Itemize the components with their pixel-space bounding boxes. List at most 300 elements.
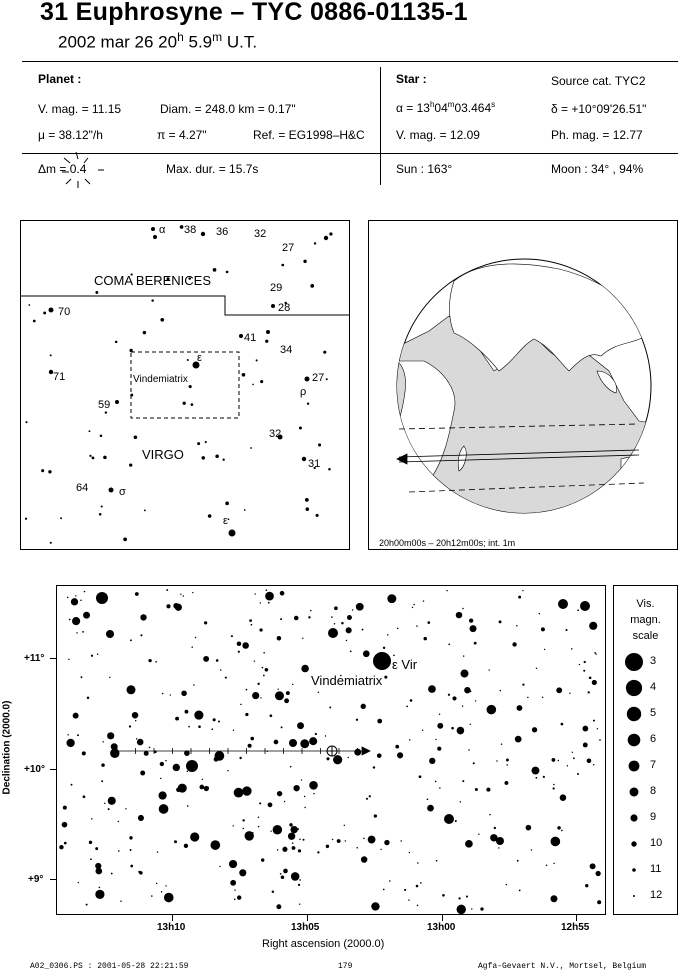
finder-star	[250, 447, 252, 449]
y-axis-label: Declination (2000.0)	[1, 700, 13, 795]
chart-star	[160, 762, 164, 766]
chart-star	[486, 788, 490, 792]
finder-label: 41	[244, 332, 257, 344]
chart-star	[422, 730, 423, 731]
chart-star	[356, 603, 364, 611]
scale-magnitude-label: 6	[650, 733, 657, 745]
chart-star	[457, 905, 466, 914]
chart-star	[474, 642, 477, 645]
chart-star	[501, 743, 503, 745]
chart-star	[475, 788, 478, 791]
chart-star	[193, 684, 194, 685]
chart-star	[594, 652, 596, 654]
header-divider	[380, 67, 381, 185]
chart-star	[557, 826, 560, 829]
chart-star	[435, 781, 437, 783]
chart-star	[82, 631, 84, 633]
chart-star	[192, 592, 193, 593]
chart-star	[78, 882, 79, 883]
chart-star	[387, 634, 388, 635]
chart-star	[527, 697, 529, 699]
chart-star	[395, 745, 399, 749]
chart-star	[526, 825, 532, 831]
chart-star	[239, 757, 241, 759]
chart-star	[281, 726, 283, 728]
chart-star	[567, 765, 568, 766]
chart-star	[498, 847, 499, 848]
chart-star	[583, 670, 585, 672]
chart-star-bright	[580, 601, 590, 611]
chart-star	[260, 697, 261, 698]
chart-star	[346, 640, 347, 641]
chart-star	[284, 698, 289, 703]
chart-star	[595, 871, 600, 876]
chart-star	[460, 801, 461, 802]
chart-star	[90, 858, 92, 860]
chart-star	[263, 652, 265, 654]
chart-star	[309, 781, 318, 790]
chart-star	[427, 621, 430, 624]
max-duration: Max. dur. = 15.7s	[166, 162, 259, 176]
chart-star	[464, 687, 470, 693]
finder-star	[242, 373, 246, 377]
chart-star	[384, 840, 389, 845]
chart-star	[531, 767, 539, 775]
chart-star	[211, 728, 213, 730]
chart-star	[234, 899, 236, 901]
chart-star	[125, 808, 126, 809]
chart-star	[110, 749, 119, 758]
chart-star	[118, 821, 119, 822]
chart-star	[471, 908, 472, 909]
chart-star	[552, 758, 556, 762]
chart-star	[551, 837, 561, 847]
finder-label: 34	[280, 344, 293, 356]
chart-star	[292, 842, 294, 844]
x-tick-label: 13h10	[157, 922, 186, 933]
chart-star	[480, 907, 483, 910]
chart-star	[310, 610, 311, 611]
x-axis-label: Right ascension (2000.0)	[262, 938, 385, 950]
chart-star	[573, 757, 575, 759]
finder-star	[33, 320, 36, 323]
chart-star	[423, 637, 427, 641]
chart-star	[368, 836, 376, 844]
finder-star	[205, 441, 207, 443]
chart-star	[210, 840, 220, 850]
chart-star	[242, 819, 244, 821]
chart-star	[304, 796, 305, 797]
chart-star	[118, 850, 120, 852]
chart-star	[374, 814, 377, 817]
chart-star	[69, 619, 71, 621]
chart-star	[161, 891, 162, 892]
chart-star	[475, 700, 476, 701]
scale-magnitude-label: 11	[650, 863, 662, 875]
chart-star	[427, 798, 429, 800]
chart-star	[73, 713, 79, 719]
chart-star	[298, 849, 301, 852]
chart-star	[592, 680, 597, 685]
finder-star	[115, 341, 118, 344]
chart-star	[516, 625, 518, 627]
chart-star	[469, 618, 473, 622]
finder-star	[101, 505, 103, 507]
chart-star	[242, 786, 251, 795]
scale-dot	[627, 707, 641, 721]
chart-star	[280, 873, 282, 875]
chart-star	[157, 851, 158, 852]
chart-star	[569, 693, 570, 694]
chart-star	[506, 764, 508, 766]
chart-star	[470, 625, 477, 632]
chart-star	[505, 781, 509, 785]
chart-star	[428, 685, 436, 693]
chart-star	[448, 644, 450, 646]
finder-star	[109, 488, 114, 493]
finder-star	[99, 513, 102, 516]
finder-star	[244, 509, 246, 511]
chart-star	[462, 780, 464, 782]
chart-star	[311, 785, 313, 787]
chart-star	[71, 598, 78, 605]
chart-star	[363, 838, 365, 840]
chart-star	[159, 804, 169, 814]
chart-star	[499, 620, 502, 623]
chart-star	[240, 704, 242, 706]
chart-star	[180, 594, 181, 595]
finder-label: 32	[254, 228, 267, 240]
chart-star	[129, 836, 132, 839]
finder-star	[41, 469, 44, 472]
chart-star	[556, 687, 562, 693]
chart-star	[286, 691, 290, 695]
chart-star	[293, 785, 299, 791]
chart-star	[261, 858, 264, 861]
finder-star	[266, 330, 270, 334]
finder-star	[49, 308, 54, 313]
finder-star	[302, 457, 306, 461]
chart-star	[387, 594, 396, 603]
finder-star	[134, 435, 138, 439]
chart-star	[465, 840, 473, 848]
chart-star	[390, 594, 392, 596]
burst-icon	[58, 148, 108, 192]
finder-star	[328, 468, 331, 471]
chart-star	[409, 739, 410, 740]
chart-star	[333, 755, 342, 764]
header-top-rule	[22, 61, 678, 62]
chart-star	[80, 599, 82, 601]
chart-star-bright	[496, 837, 504, 845]
chart-star	[470, 690, 472, 692]
chart-star	[437, 723, 443, 729]
star-ra: $\alpha = 13^h04^m03.464^s$	[396, 100, 496, 115]
finder-star	[314, 242, 316, 244]
chart-star	[597, 728, 598, 729]
chart-star	[522, 590, 523, 591]
chart-star	[158, 791, 166, 799]
chart-star	[436, 860, 438, 862]
finder-label: ε	[197, 352, 202, 364]
scale-magnitude-label: 9	[650, 811, 657, 823]
chart-star	[138, 815, 144, 821]
chart-star	[174, 840, 177, 843]
chart-star	[506, 759, 509, 762]
chart-star	[280, 591, 285, 596]
chart-star	[473, 762, 475, 764]
chart-star	[266, 589, 268, 591]
chart-star	[416, 625, 417, 626]
finder-star	[281, 264, 284, 267]
chart-star	[331, 616, 333, 618]
chart-star	[489, 814, 491, 816]
finder-star	[239, 334, 243, 338]
chart-star	[239, 869, 246, 876]
chart-star	[202, 779, 203, 780]
chart-star	[439, 714, 440, 715]
scale-magnitude-label: 3	[650, 655, 657, 667]
chart-star	[71, 784, 73, 786]
chart-star	[544, 649, 545, 650]
finder-star	[50, 354, 52, 356]
chart-star	[297, 722, 304, 729]
chart-star	[292, 684, 293, 685]
finder-star	[103, 456, 107, 460]
chart-star	[238, 651, 240, 653]
footer-file: A02_0306.PS : 2001-05-28 22:21:59	[30, 962, 189, 971]
chart-star	[518, 596, 521, 599]
chart-star	[361, 856, 368, 863]
chart-star	[252, 692, 259, 699]
chart-star	[277, 849, 279, 851]
chart-star	[356, 847, 358, 849]
chart-star	[541, 627, 545, 631]
chart-star	[278, 689, 279, 690]
finder-star	[303, 260, 306, 263]
chart-star	[553, 787, 555, 789]
chart-star	[579, 664, 580, 665]
chart-star	[298, 884, 300, 886]
finder-star	[226, 271, 229, 274]
chart-star	[519, 889, 521, 891]
chart-star	[275, 691, 284, 700]
chart-star	[487, 705, 497, 715]
finder-label: 59	[98, 399, 111, 411]
scale-magnitude-label: 10	[650, 837, 663, 849]
chart-star	[188, 726, 190, 728]
finder-star	[115, 400, 119, 404]
chart-star	[249, 619, 252, 622]
chart-star	[301, 665, 309, 673]
chart-star	[466, 895, 468, 897]
finder-star	[201, 456, 205, 460]
chart-star	[272, 891, 274, 893]
chart-star	[350, 650, 352, 652]
finder-star	[271, 304, 275, 308]
chart-star	[553, 863, 554, 864]
chart-star	[417, 862, 419, 864]
star-phmag: Ph. mag. = 12.77	[551, 128, 643, 142]
chart-star	[111, 873, 113, 875]
chart-star	[369, 795, 371, 797]
finder-star	[256, 359, 258, 361]
chart-star	[281, 875, 285, 879]
chart-star	[148, 659, 151, 662]
chart-star	[164, 893, 174, 903]
chart-star	[91, 818, 92, 819]
scale-title: magn.	[630, 614, 661, 626]
chart-star-bright	[289, 739, 297, 747]
chart-star	[204, 621, 207, 624]
finder-label: 27	[282, 242, 295, 254]
chart-star	[250, 737, 254, 741]
footer-page: 179	[338, 962, 353, 971]
finder-label: ρ	[300, 386, 307, 398]
chart-star	[280, 618, 282, 620]
chart-star-bright	[186, 760, 198, 772]
chart-star	[500, 690, 501, 691]
chart-star	[593, 764, 594, 765]
chart-star	[313, 793, 314, 794]
finder-star	[324, 236, 328, 240]
scale-magnitude-label: 4	[650, 681, 657, 693]
chart-star	[291, 872, 300, 881]
chart-star	[265, 668, 269, 672]
event-datetime: 2002 mar 26 20$^h$ 5.9$^m$ U.T.	[58, 30, 258, 52]
finder-star	[208, 514, 212, 518]
finder-star	[183, 402, 186, 405]
chart-star	[299, 879, 301, 881]
finder-star	[95, 291, 98, 294]
chart-star	[332, 839, 333, 840]
finder-label: 31	[308, 458, 321, 470]
y-tick-label: +10°	[24, 764, 45, 775]
chart-star	[589, 677, 592, 680]
finder-star	[213, 268, 217, 272]
chart-star	[140, 614, 146, 620]
chart-star-bright	[96, 592, 108, 604]
chart-star	[346, 627, 352, 633]
chart-star	[160, 778, 161, 779]
chart-star	[423, 600, 424, 601]
chart-star	[413, 604, 415, 606]
finder-label: α	[159, 224, 166, 236]
finder-star	[129, 349, 132, 352]
x-tick-label: 13h05	[291, 922, 320, 933]
chart-star-bright	[328, 628, 338, 638]
finder-star	[318, 443, 321, 446]
chart-star	[531, 849, 532, 850]
chart-star	[577, 609, 579, 611]
chart-star	[139, 871, 143, 875]
finder-chart	[20, 220, 350, 550]
chart-star	[170, 694, 171, 695]
chart-star	[561, 723, 564, 726]
chart-star	[220, 669, 221, 670]
chart-star	[251, 624, 253, 626]
finder-label: 29	[270, 282, 283, 294]
chart-star	[225, 677, 227, 679]
chart-star	[363, 650, 370, 657]
chart-star	[254, 660, 255, 661]
chart-star	[406, 706, 408, 708]
finder-star	[143, 331, 146, 334]
chart-star	[95, 863, 101, 869]
header-mid-rule	[22, 153, 678, 154]
chart-star	[270, 830, 271, 831]
chart-star	[292, 846, 296, 850]
finder-label: 28	[278, 302, 291, 314]
chart-star	[582, 726, 588, 732]
scale-magnitude-label: 5	[650, 707, 657, 719]
chart-star	[420, 882, 422, 884]
chart-star	[308, 616, 310, 618]
chart-star	[435, 739, 436, 740]
finder-star	[144, 509, 146, 511]
chart-star	[237, 895, 241, 899]
chart-star	[187, 805, 189, 807]
chart-star	[258, 826, 259, 827]
chart-star	[478, 834, 479, 835]
finder-star	[197, 442, 200, 445]
finder-star	[160, 318, 164, 322]
chart-star	[345, 840, 346, 841]
finder-vindemiatrix: Vindemiatrix	[133, 374, 188, 385]
globe-caption: 20h00m00s – 20h12m00s; int. 1m	[379, 538, 516, 548]
chart-star	[191, 646, 193, 648]
chart-star	[75, 595, 76, 596]
chart-star	[290, 826, 297, 833]
chart-star	[84, 591, 85, 592]
chart-star	[95, 847, 98, 850]
finder-star	[265, 340, 268, 343]
footer-company: Agfa-Gevaert N.V., Mortsel, Belgium	[478, 962, 647, 971]
chart-star	[185, 710, 189, 714]
chart-star	[585, 884, 588, 887]
finder-star	[326, 378, 328, 380]
chart-star	[263, 675, 265, 677]
chart-star	[99, 887, 101, 889]
finder-star	[28, 304, 30, 306]
chart-star	[553, 784, 555, 786]
chart-star	[268, 802, 273, 807]
y-tick	[50, 658, 56, 659]
chart-star	[593, 720, 595, 722]
chart-star	[162, 693, 164, 695]
chart-star	[457, 727, 465, 735]
y-tick	[50, 769, 56, 770]
chart-star-bright	[444, 814, 454, 824]
planet-motion: μ = 38.12"/h	[38, 128, 103, 142]
finder-star	[89, 430, 91, 432]
chart-star	[383, 647, 385, 649]
chart-star	[97, 654, 98, 655]
chart-star	[199, 785, 204, 790]
x-tick-label: 13h00	[427, 922, 456, 933]
chart-star	[126, 685, 135, 694]
finder-star	[105, 411, 107, 413]
chart-star	[542, 697, 543, 698]
finder-star	[228, 518, 230, 520]
chart-star	[149, 747, 151, 749]
chart-star	[81, 676, 83, 678]
chart-star	[237, 641, 242, 646]
chart-star	[588, 691, 590, 693]
chart-star	[571, 648, 573, 650]
chart-star	[408, 899, 409, 900]
finder-star	[222, 459, 224, 461]
